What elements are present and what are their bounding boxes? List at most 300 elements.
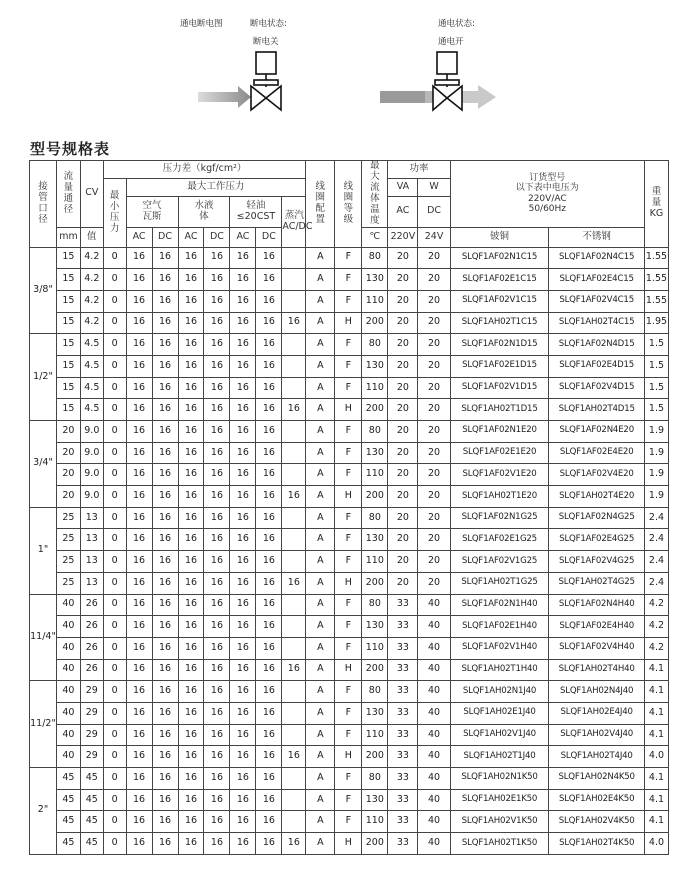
cell-max-temp: 110 [362, 464, 388, 486]
cell-oil-ac: 16 [230, 269, 256, 291]
cell-min-pressure: 0 [103, 247, 126, 269]
cell-flow: 40 [57, 681, 81, 703]
model-spec-table [29, 160, 669, 855]
cell-oil-ac: 16 [230, 616, 256, 638]
cell-model-stainless: SLQF1AH02E4K50 [549, 789, 645, 811]
cell-oil-ac: 16 [230, 594, 256, 616]
cell-air-dc: 16 [152, 399, 178, 421]
cell-weight: 4.1 [644, 768, 668, 790]
cell-coil-grade: F [335, 290, 362, 312]
header-oil-dc: DC [256, 227, 282, 247]
cell-w: 20 [418, 377, 450, 399]
caption-on-state-value: 通电开 [438, 37, 464, 47]
cell-water-dc: 16 [204, 659, 230, 681]
cell-coil-config: A [306, 290, 335, 312]
cell-coil-config: A [306, 507, 335, 529]
table-row [30, 377, 669, 399]
header-max-temp: 最大流体温度 [362, 161, 388, 228]
cell-max-temp: 130 [362, 789, 388, 811]
cell-air-dc: 16 [152, 355, 178, 377]
cell-oil-dc: 16 [256, 421, 282, 443]
cell-oil-dc: 16 [256, 789, 282, 811]
cell-oil-ac: 16 [230, 746, 256, 768]
cell-water-ac: 16 [178, 486, 204, 508]
cell-coil-grade: F [335, 811, 362, 833]
cell-air-dc: 16 [152, 269, 178, 291]
cell-air-ac: 16 [126, 247, 152, 269]
table-row [30, 746, 669, 768]
cell-max-temp: 130 [362, 355, 388, 377]
cell-va: 20 [388, 551, 418, 573]
cell-weight: 2.4 [644, 551, 668, 573]
cell-cv: 9.0 [80, 421, 103, 443]
cell-water-ac: 16 [178, 442, 204, 464]
table-row [30, 355, 669, 377]
header-air-dc: DC [152, 227, 178, 247]
cell-oil-ac: 16 [230, 247, 256, 269]
cell-water-dc: 16 [204, 702, 230, 724]
cell-weight: 2.4 [644, 572, 668, 594]
cell-air-ac: 16 [126, 746, 152, 768]
cell-weight: 4.0 [644, 833, 668, 855]
cell-max-temp: 200 [362, 486, 388, 508]
cell-va: 20 [388, 312, 418, 334]
cell-air-dc: 16 [152, 659, 178, 681]
cell-model-brass: SLQF1AF02V1G25 [450, 551, 549, 573]
cell-water-ac: 16 [178, 702, 204, 724]
cell-weight: 1.5 [644, 399, 668, 421]
cell-coil-config: A [306, 421, 335, 443]
cell-w: 40 [418, 594, 450, 616]
cell-max-temp: 200 [362, 399, 388, 421]
cell-air-ac: 16 [126, 464, 152, 486]
cell-oil-dc: 16 [256, 572, 282, 594]
cell-water-dc: 16 [204, 247, 230, 269]
cell-va: 20 [388, 399, 418, 421]
cell-steam [282, 334, 306, 356]
cell-flow: 40 [57, 594, 81, 616]
cell-water-dc: 16 [204, 637, 230, 659]
header-steam: 蒸汽AC/DC [282, 196, 306, 247]
cell-w: 20 [418, 442, 450, 464]
cell-cv: 9.0 [80, 486, 103, 508]
cell-flow: 20 [57, 421, 81, 443]
header-air-ac: AC [126, 227, 152, 247]
cell-weight: 1.5 [644, 334, 668, 356]
header-24v: 24V [418, 227, 450, 247]
cell-air-dc: 16 [152, 833, 178, 855]
cell-min-pressure: 0 [103, 594, 126, 616]
cell-oil-dc: 16 [256, 399, 282, 421]
cell-water-dc: 16 [204, 464, 230, 486]
cell-water-dc: 16 [204, 681, 230, 703]
cell-flow: 25 [57, 572, 81, 594]
cell-model-stainless: SLQF1AH02T4G25 [549, 572, 645, 594]
cell-air-ac: 16 [126, 377, 152, 399]
cell-flow: 20 [57, 442, 81, 464]
header-coil-config: 线圈配置 [306, 161, 335, 248]
cell-model-stainless: SLQF1AF02V4D15 [549, 377, 645, 399]
cell-max-temp: 200 [362, 312, 388, 334]
cell-cv: 9.0 [80, 464, 103, 486]
cell-air-dc: 16 [152, 616, 178, 638]
cell-oil-dc: 16 [256, 486, 282, 508]
cell-oil-dc: 16 [256, 247, 282, 269]
cell-water-dc: 16 [204, 616, 230, 638]
cell-steam [282, 377, 306, 399]
cell-max-temp: 80 [362, 681, 388, 703]
cell-air-dc: 16 [152, 290, 178, 312]
cell-water-dc: 16 [204, 442, 230, 464]
cell-va: 33 [388, 594, 418, 616]
cell-va: 20 [388, 421, 418, 443]
cell-cv: 29 [80, 746, 103, 768]
table-row [30, 529, 669, 551]
cell-oil-dc: 16 [256, 768, 282, 790]
cell-air-dc: 16 [152, 637, 178, 659]
cell-coil-config: A [306, 399, 335, 421]
cell-coil-grade: F [335, 247, 362, 269]
cell-water-dc: 16 [204, 724, 230, 746]
cell-water-dc: 16 [204, 768, 230, 790]
cell-coil-config: A [306, 247, 335, 269]
cell-weight: 4.1 [644, 789, 668, 811]
cell-coil-grade: H [335, 312, 362, 334]
table-row [30, 290, 669, 312]
cell-model-stainless: SLQF1AF02E4E20 [549, 442, 645, 464]
cell-w: 40 [418, 637, 450, 659]
cell-flow: 40 [57, 659, 81, 681]
cell-va: 20 [388, 442, 418, 464]
cell-water-dc: 16 [204, 399, 230, 421]
cell-water-ac: 16 [178, 616, 204, 638]
header-w: W [418, 179, 450, 197]
cell-min-pressure: 0 [103, 702, 126, 724]
cell-model-brass: SLQF1AH02T1C15 [450, 312, 549, 334]
cell-cv: 4.2 [80, 269, 103, 291]
cell-w: 40 [418, 616, 450, 638]
cell-oil-dc: 16 [256, 377, 282, 399]
table-row [30, 659, 669, 681]
cell-min-pressure: 0 [103, 551, 126, 573]
header-dc-w: DC [418, 196, 450, 227]
cell-water-dc: 16 [204, 334, 230, 356]
cell-min-pressure: 0 [103, 442, 126, 464]
cell-air-ac: 16 [126, 290, 152, 312]
cell-oil-ac: 16 [230, 724, 256, 746]
cell-water-ac: 16 [178, 551, 204, 573]
cell-max-temp: 200 [362, 572, 388, 594]
cell-oil-ac: 16 [230, 637, 256, 659]
cell-water-dc: 16 [204, 377, 230, 399]
cell-water-ac: 16 [178, 724, 204, 746]
cell-steam [282, 768, 306, 790]
cell-air-ac: 16 [126, 572, 152, 594]
cell-water-dc: 16 [204, 594, 230, 616]
cell-min-pressure: 0 [103, 312, 126, 334]
cell-coil-grade: F [335, 269, 362, 291]
cell-water-ac: 16 [178, 789, 204, 811]
cell-va: 33 [388, 637, 418, 659]
cell-air-dc: 16 [152, 507, 178, 529]
cell-va: 20 [388, 529, 418, 551]
header-oil-ac: AC [230, 227, 256, 247]
cell-coil-grade: F [335, 702, 362, 724]
table-row [30, 789, 669, 811]
header-min-pressure: 最小压力 [103, 179, 126, 248]
cell-max-temp: 80 [362, 247, 388, 269]
cell-coil-grade: F [335, 681, 362, 703]
cell-max-temp: 130 [362, 442, 388, 464]
cell-min-pressure: 0 [103, 290, 126, 312]
flow-arrow-icon [198, 86, 251, 108]
cell-air-dc: 16 [152, 789, 178, 811]
cell-oil-dc: 16 [256, 529, 282, 551]
cell-model-stainless: SLQF1AF02V4C15 [549, 290, 645, 312]
table-row [30, 312, 669, 334]
table-row [30, 833, 669, 855]
cell-oil-dc: 16 [256, 681, 282, 703]
cell-oil-ac: 16 [230, 659, 256, 681]
header-stainless: 不锈钢 [549, 227, 645, 247]
cell-water-ac: 16 [178, 464, 204, 486]
cell-model-stainless: SLQF1AH02T4K50 [549, 833, 645, 855]
cell-coil-config: A [306, 377, 335, 399]
cell-oil-ac: 16 [230, 572, 256, 594]
cell-water-dc: 16 [204, 789, 230, 811]
cell-min-pressure: 0 [103, 789, 126, 811]
cell-water-dc: 16 [204, 290, 230, 312]
cell-min-pressure: 0 [103, 355, 126, 377]
cell-water-ac: 16 [178, 659, 204, 681]
cell-steam [282, 269, 306, 291]
cell-coil-config: A [306, 681, 335, 703]
caption-on-state-label: 通电状态: [438, 19, 475, 29]
cell-cv: 26 [80, 637, 103, 659]
cell-coil-grade: F [335, 442, 362, 464]
cell-air-dc: 16 [152, 312, 178, 334]
header-water-ac: AC [178, 227, 204, 247]
cell-flow: 25 [57, 529, 81, 551]
cell-w: 40 [418, 659, 450, 681]
cell-w: 20 [418, 464, 450, 486]
cell-max-temp: 110 [362, 290, 388, 312]
header-ac-va: AC [388, 196, 418, 227]
cell-water-dc: 16 [204, 529, 230, 551]
table-row [30, 464, 669, 486]
cell-water-ac: 16 [178, 269, 204, 291]
cell-weight: 2.4 [644, 529, 668, 551]
cell-air-ac: 16 [126, 659, 152, 681]
cell-w: 20 [418, 290, 450, 312]
cell-max-temp: 110 [362, 377, 388, 399]
caption-power-on-off: 通电断电图 [180, 19, 223, 29]
cell-weight: 4.2 [644, 594, 668, 616]
cell-w: 20 [418, 551, 450, 573]
cell-coil-grade: F [335, 594, 362, 616]
cell-va: 20 [388, 486, 418, 508]
cell-air-dc: 16 [152, 811, 178, 833]
cell-cv: 45 [80, 768, 103, 790]
cell-oil-dc: 16 [256, 507, 282, 529]
cell-cv: 13 [80, 529, 103, 551]
cell-air-ac: 16 [126, 594, 152, 616]
cell-cv: 4.5 [80, 355, 103, 377]
header-water: 水液体 [178, 196, 230, 227]
cell-pipe-size: 1/2" [30, 334, 57, 421]
cell-flow: 40 [57, 746, 81, 768]
cell-model-stainless: SLQF1AH02T4D15 [549, 399, 645, 421]
cell-model-stainless: SLQF1AH02V4J40 [549, 724, 645, 746]
cell-max-temp: 80 [362, 421, 388, 443]
cell-coil-grade: F [335, 355, 362, 377]
cell-min-pressure: 0 [103, 746, 126, 768]
cell-w: 20 [418, 399, 450, 421]
cell-model-stainless: SLQF1AH02T4E20 [549, 486, 645, 508]
cell-water-dc: 16 [204, 486, 230, 508]
cell-va: 20 [388, 507, 418, 529]
cell-air-dc: 16 [152, 421, 178, 443]
cell-w: 40 [418, 724, 450, 746]
cell-max-temp: 110 [362, 811, 388, 833]
cell-air-dc: 16 [152, 702, 178, 724]
cell-pipe-size: 1" [30, 507, 57, 594]
cell-oil-dc: 16 [256, 833, 282, 855]
cell-model-brass: SLQF1AH02E1J40 [450, 702, 549, 724]
cell-air-dc: 16 [152, 377, 178, 399]
cell-va: 33 [388, 616, 418, 638]
cell-flow: 25 [57, 551, 81, 573]
cell-min-pressure: 0 [103, 768, 126, 790]
table-row [30, 681, 669, 703]
cell-flow: 15 [57, 377, 81, 399]
cell-max-temp: 80 [362, 594, 388, 616]
cell-coil-config: A [306, 312, 335, 334]
cell-coil-grade: F [335, 377, 362, 399]
header-coil-grade: 线圈等级 [335, 161, 362, 248]
cell-oil-dc: 16 [256, 724, 282, 746]
cell-max-temp: 130 [362, 269, 388, 291]
cell-w: 40 [418, 789, 450, 811]
cell-oil-ac: 16 [230, 507, 256, 529]
cell-cv: 29 [80, 681, 103, 703]
cell-cv: 45 [80, 833, 103, 855]
cell-oil-dc: 16 [256, 746, 282, 768]
valve-open-icon [433, 52, 462, 110]
cell-oil-ac: 16 [230, 421, 256, 443]
cell-coil-grade: H [335, 746, 362, 768]
table-row [30, 486, 669, 508]
cell-steam: 16 [282, 312, 306, 334]
cell-coil-config: A [306, 334, 335, 356]
cell-model-brass: SLQF1AF02E1E20 [450, 442, 549, 464]
cell-max-temp: 80 [362, 507, 388, 529]
cell-cv: 13 [80, 507, 103, 529]
cell-model-brass: SLQF1AF02N1E20 [450, 421, 549, 443]
cell-coil-config: A [306, 594, 335, 616]
cell-water-ac: 16 [178, 594, 204, 616]
cell-air-dc: 16 [152, 464, 178, 486]
cell-flow: 40 [57, 724, 81, 746]
cell-water-ac: 16 [178, 312, 204, 334]
cell-va: 33 [388, 768, 418, 790]
cell-weight: 4.1 [644, 702, 668, 724]
cell-oil-dc: 16 [256, 811, 282, 833]
cell-weight: 1.9 [644, 442, 668, 464]
header-flow-unit: mm [57, 227, 81, 247]
cell-min-pressure: 0 [103, 399, 126, 421]
cell-coil-config: A [306, 572, 335, 594]
table-row [30, 247, 669, 269]
cell-coil-config: A [306, 464, 335, 486]
cell-w: 40 [418, 702, 450, 724]
cell-steam: 16 [282, 572, 306, 594]
header-220v: 220V [388, 227, 418, 247]
cell-coil-grade: H [335, 399, 362, 421]
cell-coil-grade: F [335, 507, 362, 529]
cell-steam [282, 702, 306, 724]
cell-weight: 1.5 [644, 355, 668, 377]
cell-oil-ac: 16 [230, 334, 256, 356]
cell-w: 40 [418, 746, 450, 768]
cell-water-dc: 16 [204, 421, 230, 443]
cell-pipe-size: 11/2" [30, 681, 57, 768]
cell-steam: 16 [282, 399, 306, 421]
table-row [30, 594, 669, 616]
cell-steam: 16 [282, 659, 306, 681]
cell-air-dc: 16 [152, 486, 178, 508]
cell-steam [282, 442, 306, 464]
cell-pipe-size: 2" [30, 768, 57, 855]
cell-oil-ac: 16 [230, 529, 256, 551]
cell-pipe-size: 11/4" [30, 594, 57, 681]
cell-max-temp: 110 [362, 551, 388, 573]
cell-oil-ac: 16 [230, 681, 256, 703]
cell-model-brass: SLQF1AH02T1D15 [450, 399, 549, 421]
header-power: 功率 [388, 161, 450, 179]
cell-model-stainless: SLQF1AF02N4E20 [549, 421, 645, 443]
cell-model-stainless: SLQF1AF02N4D15 [549, 334, 645, 356]
valve-state-diagram [0, 0, 698, 130]
cell-steam [282, 637, 306, 659]
cell-steam [282, 421, 306, 443]
cell-steam [282, 247, 306, 269]
cell-w: 20 [418, 572, 450, 594]
cell-steam [282, 616, 306, 638]
cell-model-stainless: SLQF1AF02E4D15 [549, 355, 645, 377]
cell-air-ac: 16 [126, 442, 152, 464]
cell-steam [282, 464, 306, 486]
cell-water-ac: 16 [178, 529, 204, 551]
cell-pipe-size: 3/4" [30, 421, 57, 508]
table-row [30, 507, 669, 529]
cell-cv: 4.5 [80, 377, 103, 399]
cell-cv: 45 [80, 789, 103, 811]
cell-model-stainless: SLQF1AF02N4G25 [549, 507, 645, 529]
cell-flow: 15 [57, 290, 81, 312]
cell-coil-grade: F [335, 551, 362, 573]
cell-coil-grade: H [335, 572, 362, 594]
cell-air-dc: 16 [152, 551, 178, 573]
table-row [30, 637, 669, 659]
cell-max-temp: 130 [362, 616, 388, 638]
cell-oil-dc: 16 [256, 355, 282, 377]
cell-va: 33 [388, 724, 418, 746]
cell-w: 20 [418, 486, 450, 508]
cell-max-temp: 130 [362, 702, 388, 724]
cell-flow: 45 [57, 833, 81, 855]
cell-cv: 4.5 [80, 334, 103, 356]
